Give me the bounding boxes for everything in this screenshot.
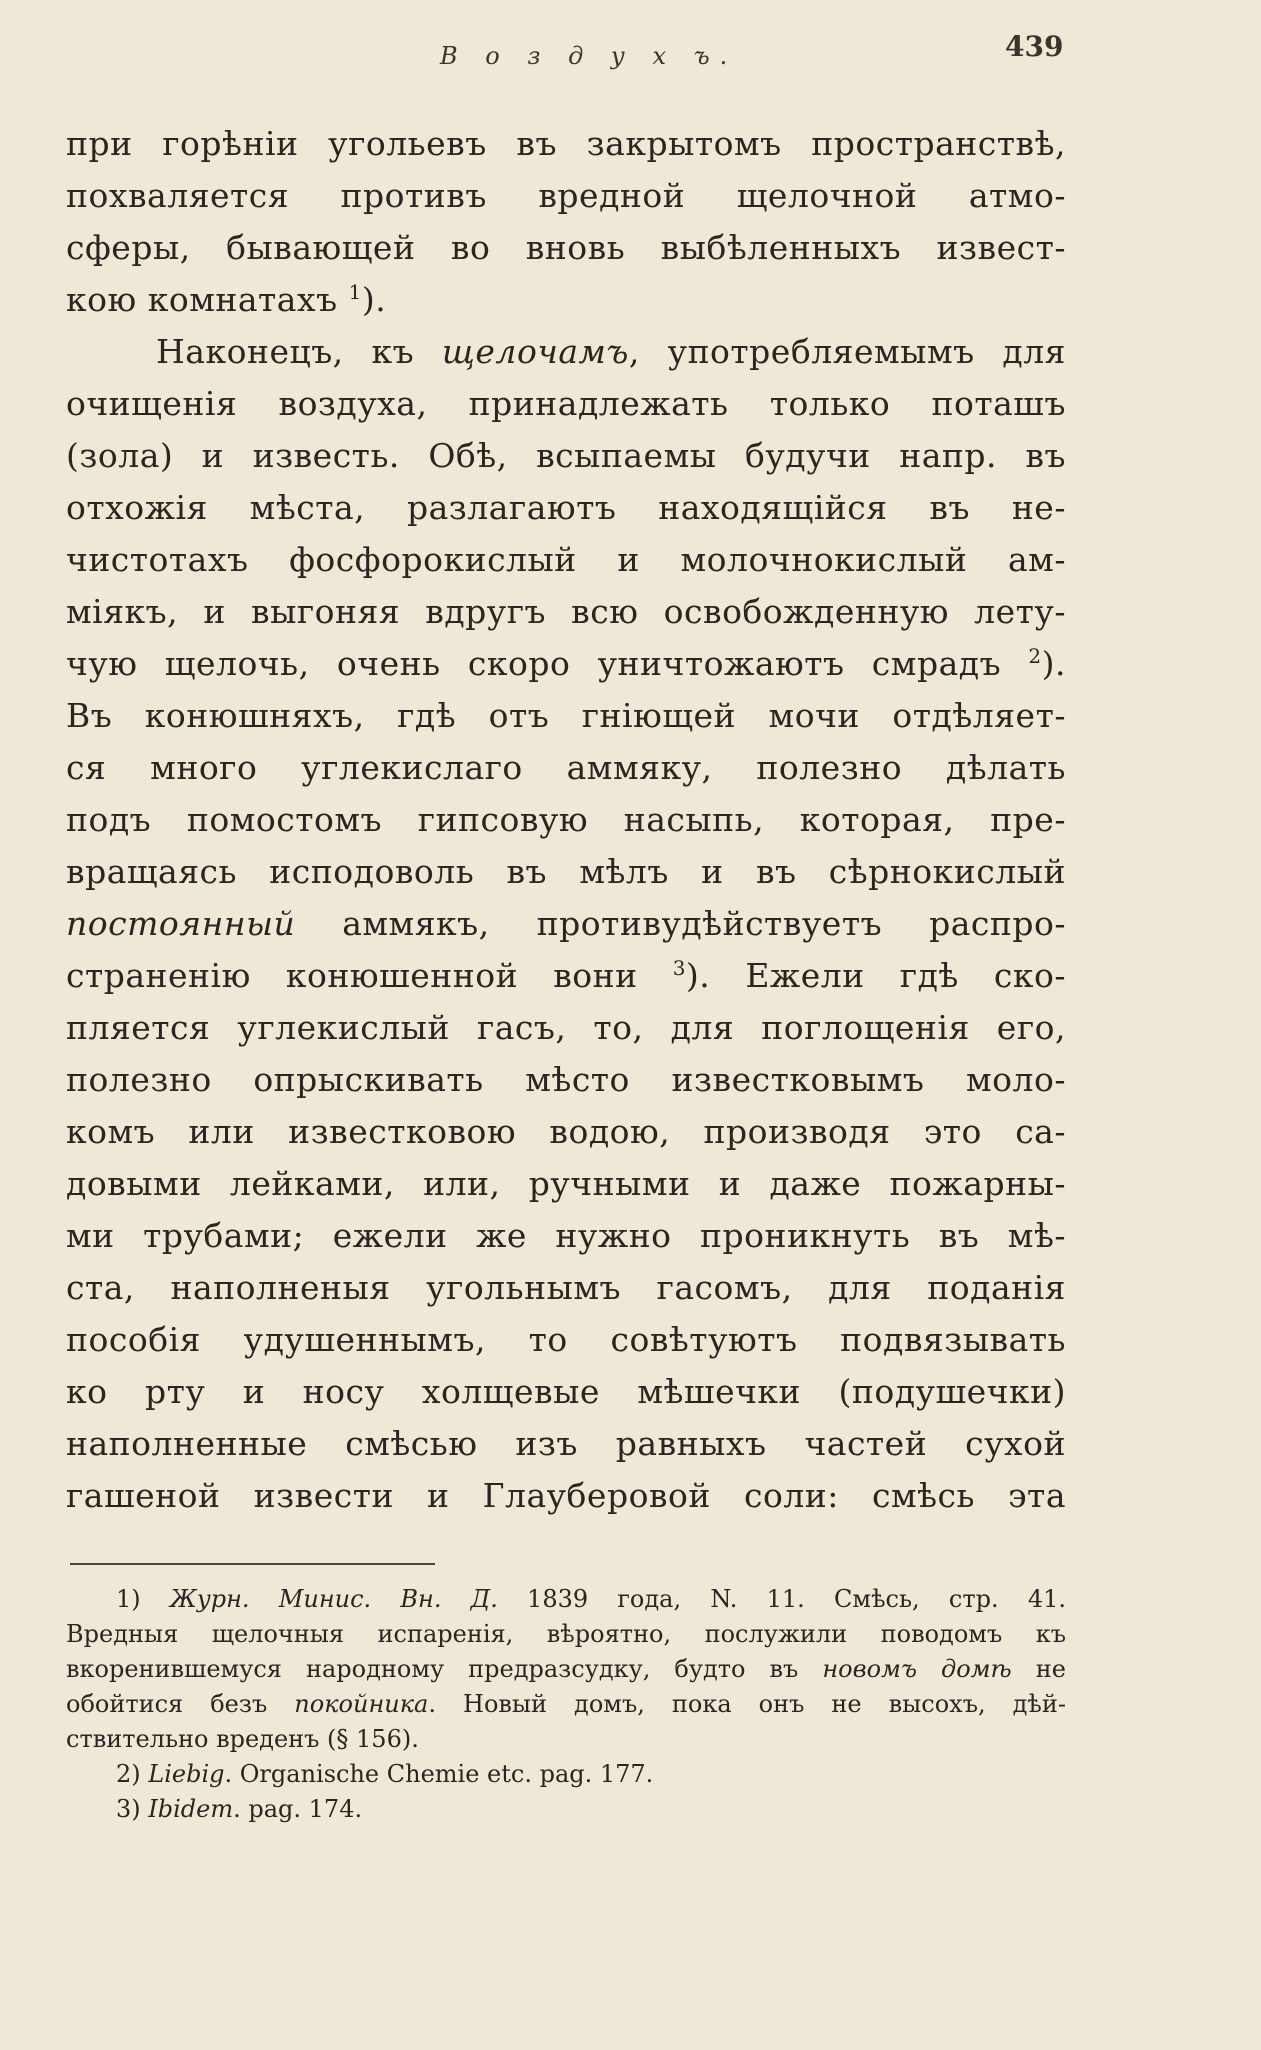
emphasis: покойника xyxy=(294,1690,429,1718)
emphasis: Журн. Минис. Вн. Д. xyxy=(169,1585,498,1613)
text-line: Въ конюшняхъ, гдѣ отъ гніющей мочи отдѣляет- xyxy=(66,696,1066,735)
footnote-line xyxy=(66,1582,1066,1617)
text-line: ста, наполненыя угольнымъ гасомъ, для поданія xyxy=(66,1268,1066,1307)
text-fragment: ). Ежели гдѣ ско- xyxy=(685,956,1066,995)
footnote-line xyxy=(66,1792,1066,1827)
emphasis: новомъ домѣ xyxy=(822,1655,1012,1683)
footnote-ref: 3 xyxy=(672,956,686,980)
text-line xyxy=(66,274,1066,326)
text-line: ко рту и носу холщевые мѣшечки (подушечки) xyxy=(66,1372,1066,1411)
text-line: вращаясь исподоволь въ мѣлъ и въ сѣрнокислый xyxy=(66,852,1066,891)
page-number: 439 xyxy=(1005,30,1064,63)
text-fragment: 1839 года, N. 11. Смѣсь, стр. 41. xyxy=(497,1585,1067,1613)
text-fragment: кою комнатахъ xyxy=(66,280,338,319)
footnote-line xyxy=(66,1652,1066,1687)
text-line: пособія удушеннымъ, то совѣтуютъ подвязывать xyxy=(66,1320,1066,1359)
text-line: пляется углекислый гасъ, то, для поглощенія его, xyxy=(66,1008,1066,1047)
text-fragment: ). xyxy=(1041,644,1066,683)
text-fragment: 3) xyxy=(116,1795,149,1823)
text-line: полезно опрыскивать мѣсто известковымъ моло- xyxy=(66,1060,1066,1099)
emphasis: Ibidem xyxy=(148,1795,234,1823)
text-line: похваляется противъ вредной щелочной атмо- xyxy=(66,176,1066,215)
footnote-ref: 1 xyxy=(348,280,362,304)
footnote-ref: 2 xyxy=(1028,644,1042,668)
text-line xyxy=(66,326,1066,378)
footnote-line: ствительно вреденъ (§ 156). xyxy=(66,1725,419,1753)
text-fragment: 1) xyxy=(116,1585,170,1613)
text-line: при горѣніи угольевъ въ закрытомъ пространствѣ, xyxy=(66,124,1066,163)
text-line: чистотахъ фосфорокислый и молочнокислый ам- xyxy=(66,540,1066,579)
emphasis: Liebig xyxy=(148,1760,225,1788)
text-line: міякъ, и выгоняя вдругъ всю освобожденную лету- xyxy=(66,592,1066,631)
text-line: (зола) и известь. Обѣ, всыпаемы будучи напр. въ xyxy=(66,436,1066,475)
footnote-line xyxy=(66,1757,1066,1792)
text-line xyxy=(66,638,1066,690)
footnote-line xyxy=(66,1687,1066,1722)
text-fragment: . Organische Chemie etc. pag. 177. xyxy=(224,1760,654,1788)
text-fragment: обойтися безъ xyxy=(66,1690,295,1718)
text-line: комъ или известковою водою, производя это са- xyxy=(66,1112,1066,1151)
emphasis: постоянный xyxy=(66,904,296,943)
text-fragment: . pag. 174. xyxy=(233,1795,363,1823)
text-line: сферы, бывающей во вновь выбѣленныхъ извест- xyxy=(66,228,1066,267)
text-line: ми трубами; ежели же нужно проникнуть въ мѣ- xyxy=(66,1216,1066,1255)
text-line: ся много углекислаго аммяку, полезно дѣлать xyxy=(66,748,1066,787)
footnotes xyxy=(66,1582,1066,1827)
footnote-divider xyxy=(70,1563,435,1565)
text-fragment: не xyxy=(1011,1655,1067,1683)
text-fragment: чую щелочь, очень скоро уничтожаютъ смрадъ xyxy=(66,644,1002,683)
text-line xyxy=(66,898,1066,950)
body-text xyxy=(66,118,1066,1522)
text-fragment: 2) xyxy=(116,1760,149,1788)
footnote-line: Вредныя щелочныя испаренія, вѣроятно, послужили поводомъ къ xyxy=(66,1620,1066,1648)
text-line: очищенія воздуха, принадлежать только поташъ xyxy=(66,384,1066,423)
text-line: подъ помостомъ гипсовую насыпь, которая, пре- xyxy=(66,800,1066,839)
text-fragment: аммякъ, противудѣйствуетъ распро- xyxy=(295,904,1066,943)
text-fragment: Наконецъ, къ xyxy=(156,332,442,371)
text-fragment: , употребляемымъ для xyxy=(628,332,1066,371)
text-fragment: ). xyxy=(361,280,387,319)
text-line: довыми лейками, или, ручными и даже пожарны- xyxy=(66,1164,1066,1203)
text-fragment: . Новый домъ, пока онъ не высохъ, дѣй- xyxy=(428,1690,1067,1718)
text-line: отхожія мѣста, разлагаютъ находящійся въ не- xyxy=(66,488,1066,527)
text-fragment: страненію конюшенной вони xyxy=(66,956,638,995)
text-line: гашеной извести и Глауберовой соли: смѣсь эта xyxy=(66,1476,1066,1515)
text-fragment: вкоренившемуся народному предразсудку, будто въ xyxy=(66,1655,823,1683)
running-header: В о з д у х ъ. xyxy=(440,42,738,70)
emphasis: щелочамъ xyxy=(441,332,629,371)
text-line xyxy=(66,950,1066,1002)
text-line: наполненные смѣсью изъ равныхъ частей сухой xyxy=(66,1424,1066,1463)
